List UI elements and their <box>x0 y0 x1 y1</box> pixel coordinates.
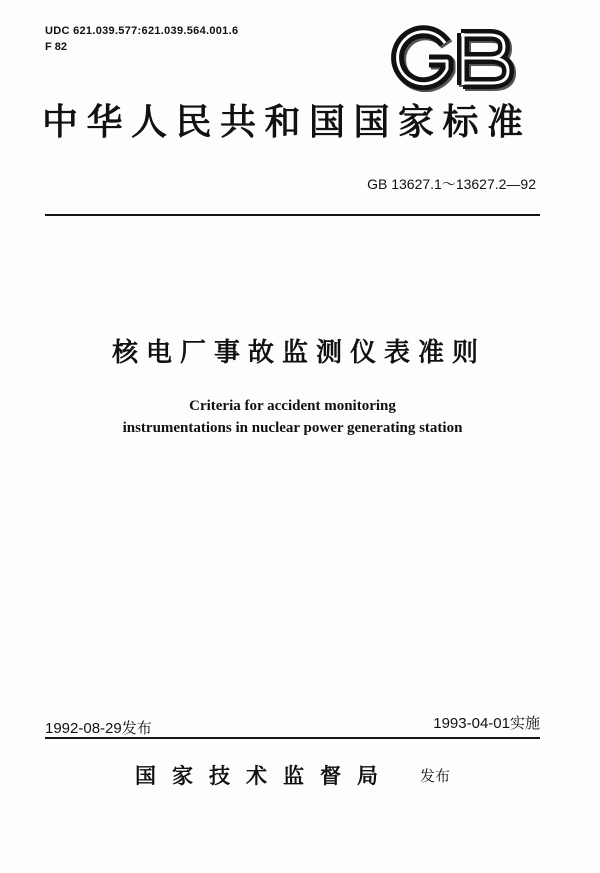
bottom-divider <box>45 737 540 739</box>
implementation-date <box>433 712 540 733</box>
document-title-en-line1: Criteria for accident monitoring <box>189 398 396 414</box>
publisher-action: 发布 <box>420 767 451 785</box>
publisher-name: 国家技术监督局 <box>135 763 394 788</box>
issue-date-value: 1992-08-29 <box>45 720 122 737</box>
standard-type-heading: 中华人民共和国国家标准 <box>42 101 532 143</box>
udc-code: UDC 621.039.577:621.039.564.001.6 <box>45 25 239 37</box>
issue-date-label: 发布 <box>121 720 152 737</box>
document-title-en-line2: instrumentations in nuclear power generating station <box>122 420 463 436</box>
top-divider <box>45 214 540 216</box>
gb-logo <box>388 24 518 92</box>
implementation-date-label: 实施 <box>509 715 540 732</box>
issue-date <box>45 717 152 738</box>
document-title-zh: 核电厂事故监测仪表准则 <box>111 338 486 368</box>
classification-code: F 82 <box>45 41 68 53</box>
implementation-date-value: 1993-04-01 <box>433 715 510 732</box>
standard-number: GB 13627.1～13627.2—92 <box>367 176 536 192</box>
